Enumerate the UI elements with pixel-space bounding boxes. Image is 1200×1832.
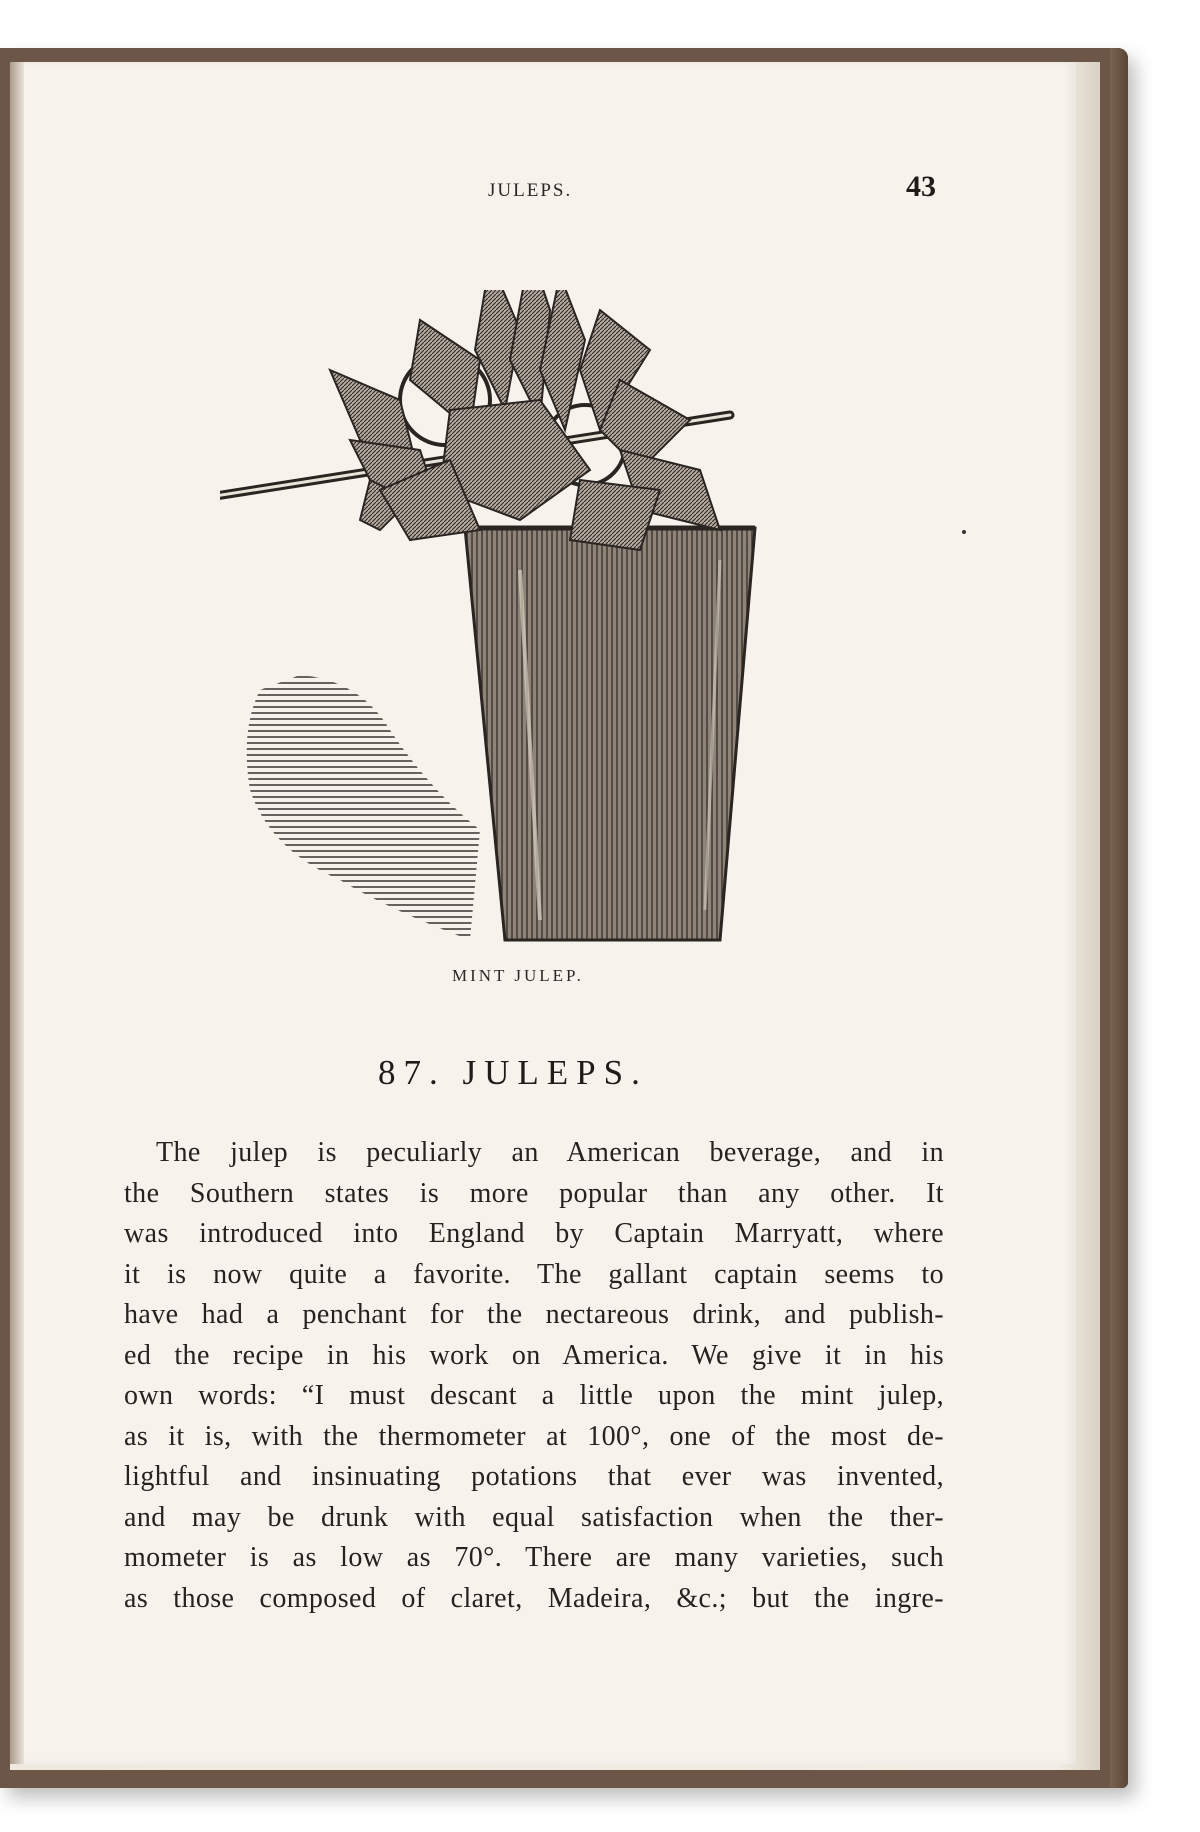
text-line: as those composed of claret, Madeira, &c.; but the ingre- bbox=[124, 1582, 944, 1614]
text-line: the Southern states is more popular than any other. It bbox=[124, 1177, 944, 1209]
text-line: The julep is peculiarly an American beverage, and in bbox=[156, 1137, 944, 1168]
illustration-caption: MINT JULEP. bbox=[452, 966, 584, 985]
text-line: was introduced into England by Captain Marryatt, where bbox=[124, 1218, 944, 1249]
text-line: ed the recipe in his work on America. We give it in his bbox=[124, 1339, 944, 1371]
page-gutter bbox=[10, 62, 24, 1764]
page-number: 43 bbox=[906, 170, 936, 203]
text-line: mometer is as low as 70°. There are many varieties, such bbox=[124, 1542, 944, 1573]
text-line: lightful and insinuating potations that ever was invented, bbox=[124, 1461, 944, 1492]
text-line: own words: “I must descant a little upon the mint julep, bbox=[124, 1380, 944, 1411]
body-text bbox=[124, 1133, 944, 1619]
section-title: 87. JULEPS. bbox=[378, 1053, 648, 1092]
text-line: and may be drunk with equal satisfaction when the ther- bbox=[124, 1501, 944, 1533]
ink-speck bbox=[962, 530, 966, 534]
text-line: have had a penchant for the nectareous drink, and publish- bbox=[124, 1299, 944, 1330]
running-head: JULEPS. bbox=[488, 180, 573, 201]
text-line: as it is, with the thermometer at 100°, one of the most de- bbox=[124, 1420, 944, 1452]
mint-julep-illustration bbox=[220, 290, 860, 970]
text-line: it is now quite a favorite. The gallant captain seems to bbox=[124, 1258, 944, 1290]
